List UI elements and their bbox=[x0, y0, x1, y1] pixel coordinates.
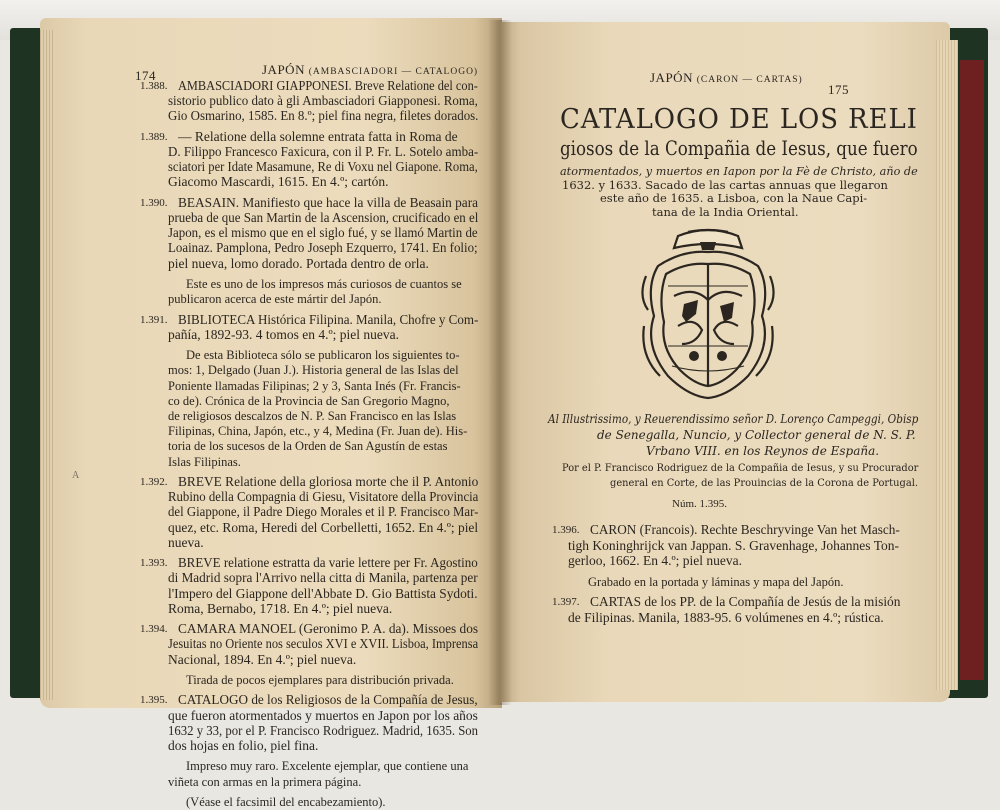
facsimile-title-line: 1632. y 1633. Sacado de las cartas annuas que llegaron bbox=[562, 178, 888, 192]
entry-line: (Véase el facsimil del encabezamiento). bbox=[186, 795, 386, 809]
facsimile-title-line: tana de la India Oriental. bbox=[652, 205, 799, 219]
entry-line: publicaron acerca de este mártir del Japón. bbox=[168, 292, 382, 307]
entry-line: Impreso muy raro. Excelente ejemplar, que contiene una bbox=[186, 759, 469, 774]
entry-line: Tirada de pocos ejemplares para distribución privada. bbox=[186, 673, 454, 687]
entry-line: gerloo, 1662. En 4.º; piel nueva. bbox=[568, 553, 743, 568]
entry-line: — Relatione della solemne entrata fatta in Roma de bbox=[178, 128, 458, 144]
entry-line: sistorio publico dato à gli Ambasciadori Giapponesi. Roma, bbox=[168, 93, 478, 109]
entry-line: de Filipinas. Manila, 1883-95. 6 volúmenes en 4.º; rústica. bbox=[568, 609, 884, 625]
facsimile-author-line: Por el P. Francisco Rodriguez de la Compañia de Iesus, y su Procurador bbox=[562, 462, 919, 474]
coat-of-arms-icon bbox=[638, 226, 778, 401]
entry-line: AMBASCIADORI GIAPPONESI. Breve Relatione del con- bbox=[178, 78, 478, 93]
entry-line: toria de los sucesos de la Orden de San Agustín de estas bbox=[168, 439, 448, 454]
entry-line: viñeta con armas en la primera página. bbox=[168, 774, 362, 789]
right-header-title: JAPÓN bbox=[650, 70, 693, 85]
facsimile-title-line: CATALOGO DE LOS RELI bbox=[560, 104, 918, 135]
entry-line: de religiosos descalzos de N. P. San Francisco en las Islas bbox=[168, 409, 457, 423]
facsimile-dedication-line: Vrbano VIII. en los Reynos de España. bbox=[646, 444, 880, 458]
entry-line: prueba de que San Martin de la Ascension, crucificado en el bbox=[168, 210, 479, 225]
facsimile-dedication-line: Al Illustrissimo, y Reuerendissimo señor D. Lorenço Campeggi, Obisp bbox=[548, 412, 919, 426]
entry-line: l'Impero del Giappone dell'Abbate D. Gio Battista Sydoti. bbox=[168, 585, 478, 601]
entry-line: Filipinas, China, Japón, etc., y 4, Medina (Fr. Juan de). His- bbox=[168, 424, 468, 439]
entry-line: Rubino della Compagnia di Giesu, Visitatore della Provincia bbox=[168, 489, 479, 505]
entry-number: 1.391. bbox=[140, 313, 168, 326]
book-cover-edge bbox=[960, 60, 984, 680]
facsimile-title-line: giosos de la Compañia de Iesus, que fuero bbox=[560, 136, 918, 160]
entry-line: que fueron atormentados y muertos en Japon por los años bbox=[168, 707, 478, 723]
entry-line: Islas Filipinas. bbox=[168, 454, 241, 469]
right-page-number: 175 bbox=[828, 82, 849, 97]
entry-line: quez, etc. Roma, Heredi del Corbelletti, 1652. En 4.º; piel bbox=[168, 519, 479, 535]
entry-line: mos: 1, Delgado (Juan J.). Historia general de las Islas del bbox=[168, 363, 459, 378]
entry-line: nueva. bbox=[168, 534, 204, 550]
left-page-edges bbox=[40, 30, 54, 700]
entry-line: De esta Biblioteca sólo se publicaron los siguientes to- bbox=[186, 348, 460, 363]
right-page-edges bbox=[936, 40, 958, 690]
entry-line: Gio Osmarino, 1585. En 8.º; piel fina negra, filetes dorados. bbox=[168, 108, 479, 124]
facsimile-dedication-line: de Senegalla, Nuncio, y Collector general de N. S. P. bbox=[597, 428, 916, 442]
book-gutter bbox=[488, 20, 512, 705]
entry-line: Grabado en la portada y láminas y mapa del Japón. bbox=[588, 574, 844, 589]
entry-line: BIBLIOTECA Histórica Filipina. Manila, Chofre y Com- bbox=[178, 311, 479, 327]
left-page-number: 174 bbox=[135, 68, 156, 83]
entry-line: Este es uno de los impresos más curiosos de cuantos se bbox=[186, 277, 462, 291]
entry-line: sciatori per Idate Masamune, Re di Voxu nel Giapone. Roma, bbox=[168, 159, 478, 175]
facsimile-title-line: este año de 1635. a Lisboa, con la Naue Capi- bbox=[600, 191, 868, 205]
entry-number: 1.393. bbox=[140, 557, 168, 570]
left-page-header bbox=[262, 62, 478, 78]
entry-line: CAMARA MANOEL (Geronimo P. A. da). Missoes dos bbox=[178, 621, 479, 637]
left-header-sub: (AMBASCIADORI — CATALOGO) bbox=[308, 67, 479, 77]
entry-line: del Giappone, il Padre Diego Morales et il P. Francisco Mar- bbox=[168, 504, 479, 520]
right-header-sub: (CARON — CARTAS) bbox=[696, 75, 803, 85]
entry-line: Nacional, 1894. En 4.º; piel nueva. bbox=[168, 651, 357, 667]
entry-line: BREVE Relatione della gloriosa morte che il P. Antonio bbox=[178, 474, 479, 489]
entry-line: CATALOGO de los Religiosos de la Compañía de Jesus, bbox=[178, 692, 478, 708]
facsimile-author-line: general en Corte, de las Prouincias de la Corona de Portugal. bbox=[610, 477, 919, 489]
entry-number: 1.390. bbox=[140, 196, 168, 209]
entry-number: 1.389. bbox=[140, 130, 168, 143]
entry-line: Giacomo Mascardi, 1615. En 4.º; cartón. bbox=[168, 174, 389, 190]
entry-line: Roma, Bernabo, 1718. En 4.º; piel nueva. bbox=[168, 600, 393, 616]
entry-line: co de). Crónica de la Provincia de San Gregorio Magno, bbox=[168, 393, 450, 408]
entry-number: 1.392. bbox=[140, 476, 168, 488]
entry-number: 1.388. bbox=[140, 80, 168, 92]
entry-line: BREVE relatione estratta da varie lettere per Fr. Agostino bbox=[178, 555, 478, 571]
left-header-title: JAPÓN bbox=[262, 62, 305, 77]
entry-line: di Madrid sopra l'Arrivo nella citta di Manila, partenza per bbox=[168, 570, 478, 586]
entry-line: dos hojas en folio, piel fina. bbox=[168, 738, 319, 753]
entry-line: CARON (Francois). Rechte Beschryvinge Van het Masch- bbox=[590, 522, 900, 537]
entry-number: 1.394. bbox=[140, 623, 168, 636]
entry-line: CARTAS de los PP. de la Compañía de Jesús de la misión bbox=[590, 594, 901, 609]
entry-line: tigh Koninghrijck van Jappan. S. Gravenhage, Johannes Ton- bbox=[568, 537, 899, 553]
entry-line: 1632 y 33, por el P. Francisco Rodriguez. Madrid, 1635. Son bbox=[168, 722, 479, 738]
facsimile-title-line: atormentados, y muertos en Iapon por la Fè de Christo, año de bbox=[560, 164, 918, 178]
entry-line: pañía, 1892-93. 4 tomos en 4.º; piel nueva. bbox=[168, 326, 400, 342]
entry-line: BEASAIN. Manifiesto que hace la villa de Beasain para bbox=[178, 194, 479, 210]
entry-number: 1.395. bbox=[140, 694, 168, 707]
entry-number: 1.396. bbox=[552, 524, 580, 536]
entry-line: D. Filippo Francesco Faxicura, con il P. Fr. L. Sotelo amba- bbox=[168, 144, 479, 159]
entry-line: Poniente llamadas Filipinas; 2 y 3, Santa Inés (Fr. Francis- bbox=[168, 378, 461, 393]
facsimile-caption: Núm. 1.395. bbox=[672, 498, 727, 510]
entry-line: Japon, es el mismo que en el siglo fué, y se llamó Martin de bbox=[168, 225, 478, 241]
entry-line: Jesuitas no Oriente nos seculos XVI e XVII. Lisboa, Imprensa bbox=[168, 636, 479, 652]
entry-number: 1.397. bbox=[552, 596, 580, 608]
entry-line: piel nueva, lomo dorado. Portada dentro de orla. bbox=[168, 255, 429, 271]
entry-line: Loainaz. Pamplona, Pedro Joseph Ezquerro, 1741. En folio; bbox=[168, 240, 478, 256]
margin-mark: A bbox=[72, 470, 80, 481]
right-page-header bbox=[650, 70, 803, 86]
